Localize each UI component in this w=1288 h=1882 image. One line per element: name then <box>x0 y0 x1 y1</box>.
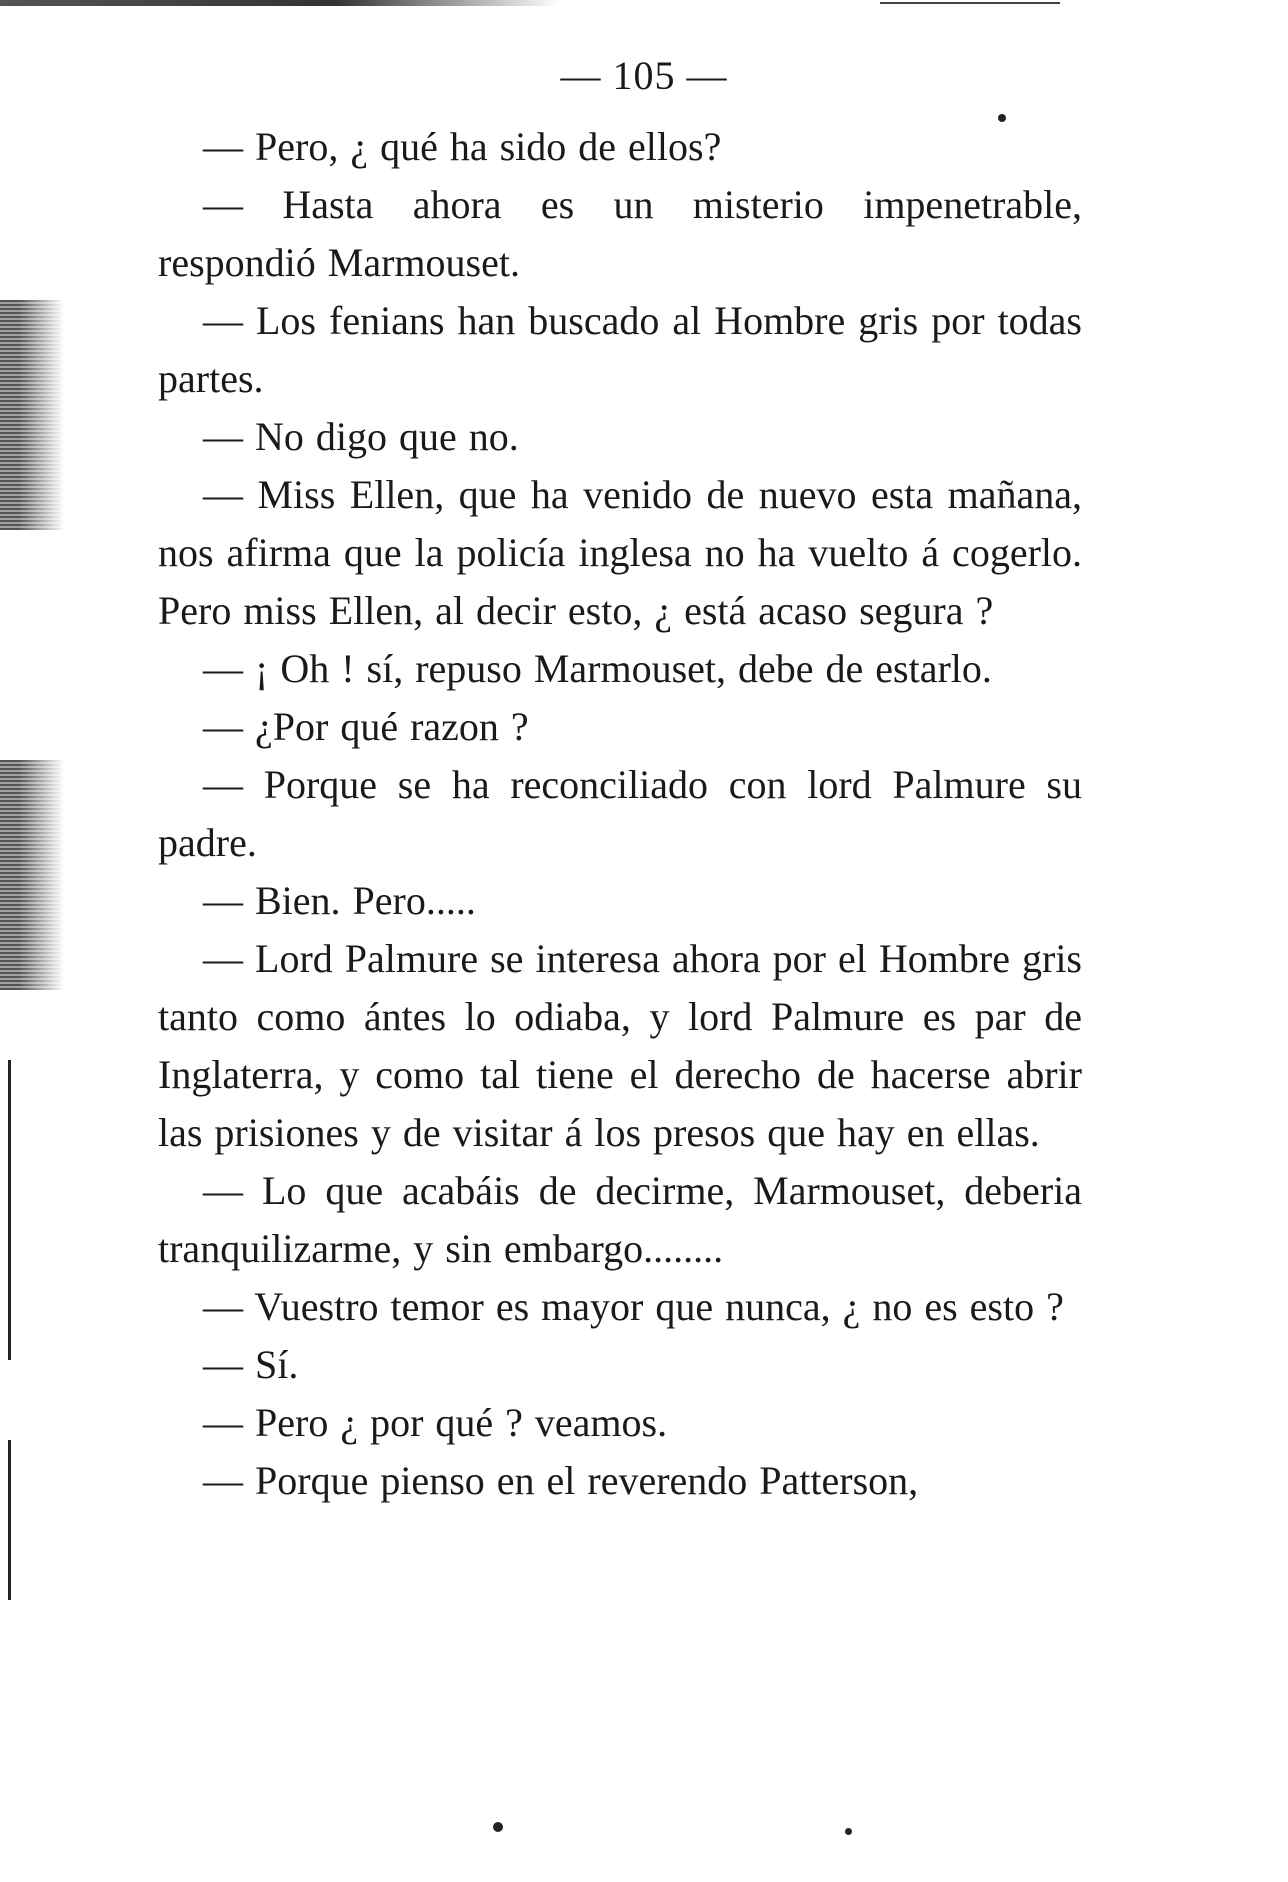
left-margin-bleed-upper <box>0 300 64 530</box>
dialogue-line: — Lo que acabáis de decirme, Marmouset, deberia tranquilizarme, y sin embargo........ <box>158 1168 1082 1271</box>
dialogue-line: — Vuestro temor es mayor que nunca, ¿ no es esto ? <box>203 1284 1064 1329</box>
dialogue-line: — Los fenians han buscado al Hombre gris por todas partes. <box>158 298 1082 401</box>
left-edge-mark-upper <box>8 1060 11 1360</box>
dialogue-line: — Porque se ha reconciliado con lord Palmure su padre. <box>158 762 1082 865</box>
dialogue-line: — Miss Ellen, que ha venido de nuevo esta mañana, nos afirma que la policía inglesa no ha vuelto á cogerlo. Pero miss Ellen, al decir esto, ¿ está acaso segura ? <box>158 472 1082 633</box>
ink-speck-bottom-right <box>845 1828 852 1835</box>
dialogue-line: — Sí. <box>203 1342 299 1387</box>
dialogue-line: — ¿Por qué razon ? <box>203 704 529 749</box>
left-edge-mark-lower <box>8 1440 11 1600</box>
dialogue-line: — Pero, ¿ qué ha sido de ellos? <box>203 124 722 169</box>
body-text <box>158 118 1082 1510</box>
left-margin-bleed-lower <box>0 760 64 990</box>
dialogue-line: — Hasta ahora es un misterio impenetrable, respondió Marmouset. <box>158 182 1082 285</box>
dialogue-line: — Lord Palmure se interesa ahora por el Hombre gris tanto como ántes lo odiaba, y lord Palmure es par de Inglaterra, y como tal tiene el derecho de hacerse abrir las prisiones y de visitar á los presos que hay en ellas. <box>158 936 1082 1155</box>
dialogue-line: — Bien. Pero..... <box>203 878 476 923</box>
dialogue-line: — ¡ Oh ! sí, repuso Marmouset, debe de estarlo. <box>203 646 992 691</box>
dialogue-line: — Porque pienso en el reverendo Patterson, <box>203 1458 919 1503</box>
page-number: — 105 — <box>560 53 728 98</box>
dialogue-line: — Pero ¿ por qué ? veamos. <box>203 1400 668 1445</box>
dialogue-line: — No digo que no. <box>203 414 519 459</box>
ink-speck-bottom-left <box>493 1822 503 1832</box>
top-edge-rule-right <box>880 2 1060 4</box>
top-edge-rule <box>0 0 560 6</box>
